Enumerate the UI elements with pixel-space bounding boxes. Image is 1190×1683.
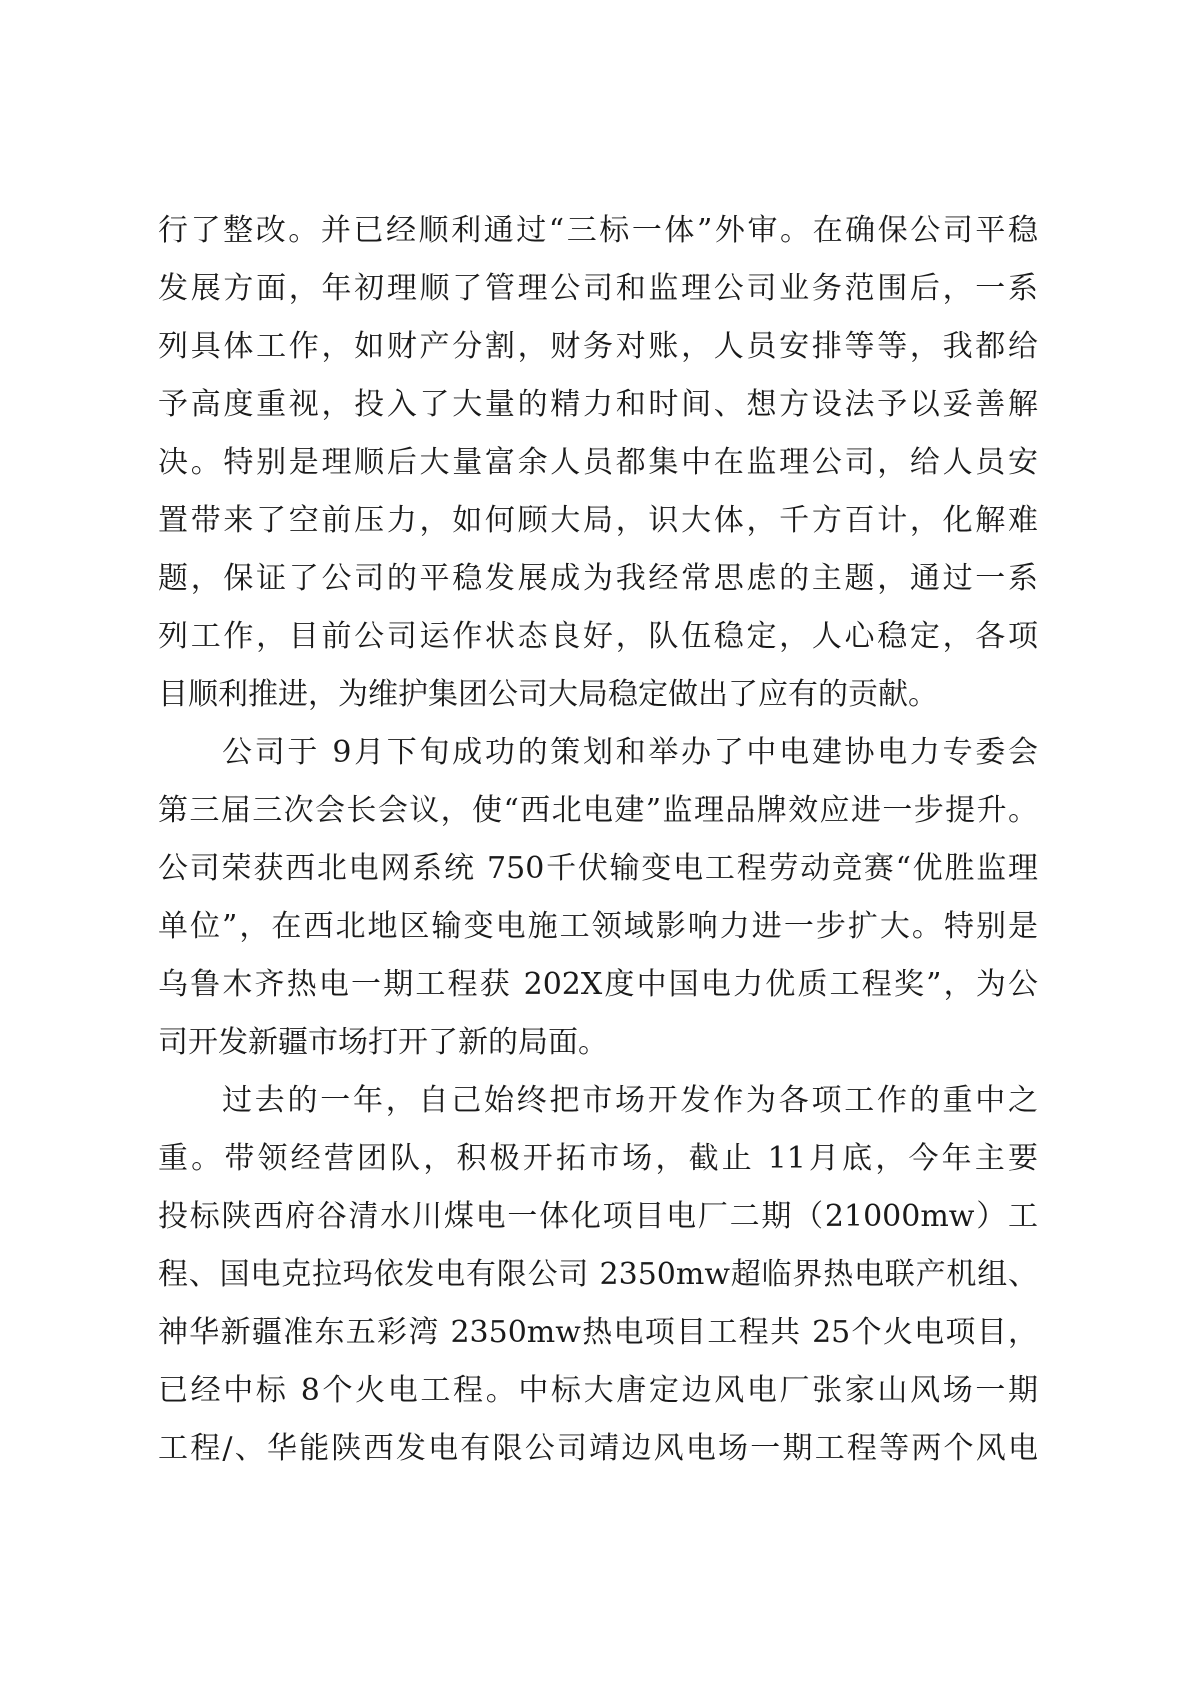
text-line: 目顺利推进，为维护集团公司大局稳定做出了应有的贡献。 bbox=[158, 677, 938, 712]
text-line: 列具体工作，如财产分割，财务对账，人员安排等等，我都给 bbox=[158, 329, 1038, 364]
text-line: 神华新疆准东五彩湾 2350mw热电项目工程共 25个火电项目， bbox=[158, 1315, 1038, 1350]
text-line: 司开发新疆市场打开了新的局面。 bbox=[158, 1025, 608, 1060]
text-line: 题，保证了公司的平稳发展成为我经常思虑的主题，通过一系 bbox=[158, 561, 1038, 596]
text-line: 列工作，目前公司运作状态良好，队伍稳定，人心稳定，各项 bbox=[158, 619, 1038, 654]
text-line: 乌鲁木齐热电一期工程获 202X度中国电力优质工程奖”，为公 bbox=[158, 967, 1038, 1002]
text-line: 工程/、华能陕西发电有限公司靖边风电场一期工程等两个风电 bbox=[158, 1431, 1038, 1466]
text-line: 置带来了空前压力，如何顾大局，识大体，千方百计，化解难 bbox=[158, 503, 1038, 538]
text-line: 投标陕西府谷清水川煤电一体化项目电厂二期（21000mw）工 bbox=[158, 1199, 1038, 1234]
text-line: 第三届三次会长会议，使“西北电建”监理品牌效应进一步提升。 bbox=[158, 793, 1038, 828]
text-line: 公司荣获西北电网系统 750千伏输变电工程劳动竞赛“优胜监理 bbox=[158, 851, 1038, 886]
text-line: 行了整改。并已经顺利通过“三标一体”外审。在确保公司平稳 bbox=[158, 213, 1038, 248]
text-line: 重。带领经营团队，积极开拓市场，截止 11月底，今年主要 bbox=[158, 1141, 1038, 1176]
text-line: 单位”，在西北地区输变电施工领域影响力进一步扩大。特别是 bbox=[158, 909, 1038, 944]
paragraph-first-line: 过去的一年，自己始终把市场开发作为各项工作的重中之 bbox=[222, 1083, 1038, 1118]
text-line: 程、国电克拉玛依发电有限公司 2350mw超临界热电联产机组、 bbox=[158, 1257, 1038, 1292]
text-line: 决。特别是理顺后大量富余人员都集中在监理公司，给人员安 bbox=[158, 445, 1038, 480]
text-line: 予高度重视，投入了大量的精力和时间、想方设法予以妥善解 bbox=[158, 387, 1038, 422]
text-line: 发展方面，年初理顺了管理公司和监理公司业务范围后，一系 bbox=[158, 271, 1038, 306]
text-line: 已经中标 8个火电工程。中标大唐定边风电厂张家山风场一期 bbox=[158, 1373, 1038, 1408]
paragraph-first-line: 公司于 9月下旬成功的策划和举办了中电建协电力专委会 bbox=[222, 735, 1038, 770]
